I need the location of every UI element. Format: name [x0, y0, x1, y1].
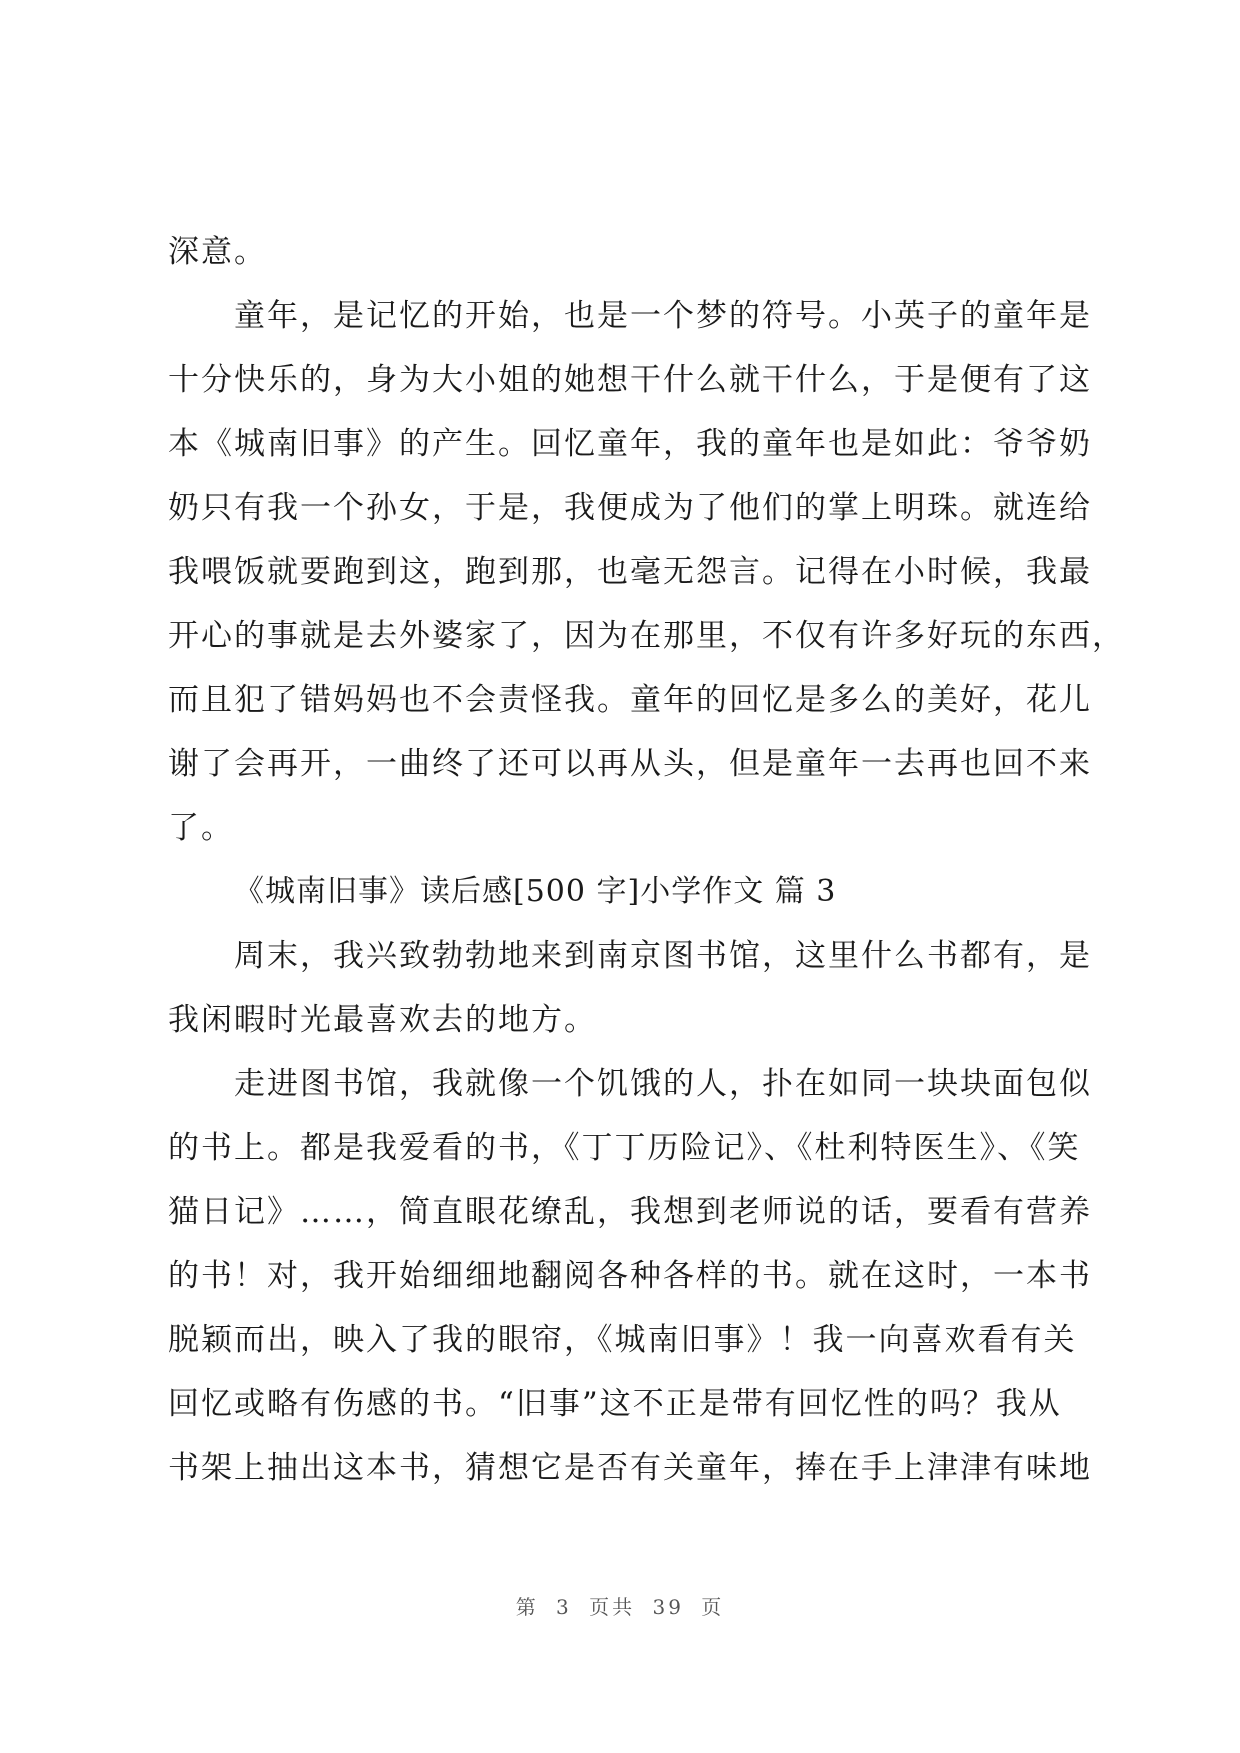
paragraph-start-line: 周末，我兴致勃勃地来到南京图书馆，这里什么书都有，是: [234, 938, 1092, 974]
text-line: 回忆或略有伤感的书。“旧事”这不正是带有回忆性的吗？我从: [168, 1386, 1062, 1422]
text-line: 开心的事就是去外婆家了，因为在那里，不仅有许多好玩的东西，: [168, 618, 1125, 654]
text-line: 书架上抽出这本书，猜想它是否有关童年，捧在手上津津有味地: [168, 1450, 1092, 1486]
text-line: 了。: [168, 810, 234, 846]
text-line: 我喂饭就要跑到这，跑到那，也毫无怨言。记得在小时候，我最: [168, 554, 1092, 590]
text-line: 十分快乐的，身为大小姐的她想干什么就干什么，于是便有了这: [168, 362, 1092, 398]
paragraph-start-line: 童年，是记忆的开始，也是一个梦的符号。小英子的童年是: [234, 298, 1092, 334]
text-line: 的书上。都是我爱看的书，《丁丁历险记》、《杜利特医生》、《笑: [168, 1130, 1081, 1166]
text-line: 脱颖而出，映入了我的眼帘，《城南旧事》！我一向喜欢看有关: [168, 1322, 1077, 1358]
text-line: 猫日记》……，简直眼花缭乱，我想到老师说的话，要看有营养: [168, 1194, 1092, 1230]
text-line: 我闲暇时光最喜欢去的地方。: [168, 1002, 597, 1038]
text-line: 的书！对，我开始细细地翻阅各种各样的书。就在这时，一本书: [168, 1258, 1092, 1294]
text-line: 本《城南旧事》的产生。回忆童年，我的童年也是如此：爷爷奶: [168, 426, 1092, 462]
text-line: 深意。: [168, 234, 267, 270]
text-line: 谢了会再开，一曲终了还可以再从头，但是童年一去再也回不来: [168, 746, 1092, 782]
section-title: 《城南旧事》读后感[500 字]小学作文 篇 3: [234, 874, 837, 909]
text-line: 而且犯了错妈妈也不会责怪我。童年的回忆是多么的美好，花儿: [168, 682, 1092, 718]
text-line: 奶只有我一个孙女，于是，我便成为了他们的掌上明珠。就连给: [168, 490, 1092, 526]
paragraph-start-line: 走进图书馆，我就像一个饥饿的人，扑在如同一块块面包似: [234, 1066, 1092, 1102]
page-footer: 第 3 页共 39 页: [515, 1595, 725, 1619]
